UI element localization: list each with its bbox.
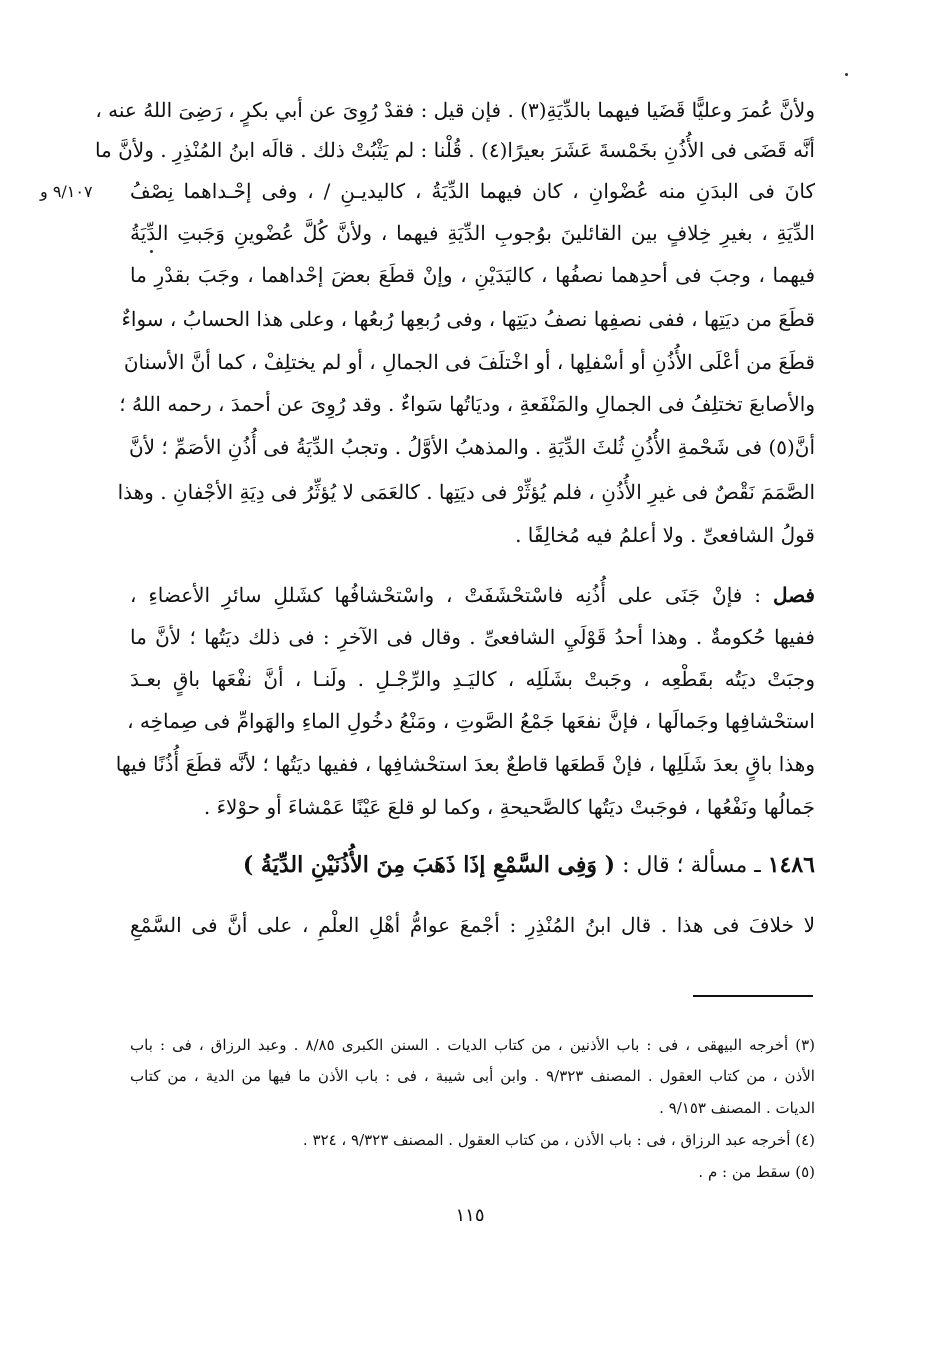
body-line-5: فيهما ، وجبَ فى أحدِهما نصفُها ، كاليَدَيْنِ ، وإنْ قطَعَ بعضَ إحْداهما ، وجَبَ بقدْرِ ما [130, 263, 815, 287]
fasl-label: فصل [772, 583, 815, 607]
fasl-line-1-text: : فإنْ جَنَى على أُذُنِه فاسْتحْشَفَتْ ، واسْتحْشافُها كشَللِ سائرِ الأعضاءِ ، [130, 583, 762, 607]
masala-line-1: لا خلافَ فى هذا . قال ابنُ المُنْذِرِ : أجْمعَ عوامُّ أهْلِ العلْمِ ، على أنَّ فى السَّمْعِ [130, 913, 815, 937]
scan-speck [150, 250, 153, 253]
fasl-line-6: جَمالُها ونَفْعُها ، فوجَبتْ ديَتُها كالصَّحيحةِ ، وكما لو قلعَ عَيْنًا عَمْشاءَ أو حوْلاءَ . [203, 795, 815, 819]
fasl-line-3: وجبَتْ ديَتُه بقَطْعِه ، وجَبتْ بشَلَلِه ، كاليَـدِ والرِّجْـلِ . ولَنـا ، أنَّ نفْعَها باقٍ بعـدَ [130, 667, 815, 691]
body-line-9: أنَّ(٥) فى شَحْمةِ الأُذُنِ ثُلثَ الدِّيَةِ . والمذهبُ الأوَّلُ . وتجبُ الدِّيَةُ فى أُذُنِ الأصَمِّ ؛ لأنَّ [128, 435, 815, 459]
page-number: ١١٥ [455, 1205, 485, 1226]
masala-number: ١٤٨٦ [767, 852, 815, 878]
masala-heading [130, 850, 815, 881]
body-line-3: كانَ فى البدَنِ منه عُضْوانِ ، كان فيهما الدِّيَةُ ، كاليديـنِ / ، وفى إحْـداهما نِصْفُ [130, 179, 815, 203]
body-line-2: أنَّه قَضَى فى الأُذُنِ بخَمْسةَ عَشَرَ بعيرًا(٤) . قُلْنا : لم يَثْبُتْ ذلك . قالَه ابنُ المُنْذِرِ . ولأنَّ ما [94, 138, 815, 162]
footnote-3-line-2: الأذن ، من كتاب العقول . المصنف ٩/٣٢٣ . وابن أبى شيبة ، فى : باب الأذن ما فيها من الدية ، من كتاب [130, 1067, 815, 1085]
body-line-1: ولأنَّ عُمرَ وعليًّا قَضَيا فيهما بالدِّيَةِ(٣) . فإن قيل : فقدْ رُوِىَ عن أبي بكرٍ ، رَضِىَ اللهُ عنه ، [95, 98, 815, 122]
fasl-line-1 [130, 580, 815, 610]
masala-dash: ـ [754, 853, 761, 878]
footnote-3-line-3: الديات . المصنف ٩/١٥٣ . [659, 1099, 815, 1117]
body-line-4: الدِّيَةِ ، بغيرِ خِلافٍ بين القائلينَ بوُجوبِ الدِّيَةِ فيهما ، ولأنَّ كُلَّ عُضْوينِ وَجَبتِ الدِّيَةُ [130, 221, 815, 245]
footnote-separator [693, 995, 813, 997]
masala-lead: مسألة ؛ قال : [622, 853, 748, 878]
body-line-6: قطَعَ من ديَتِها ، ففى نصفِها نصفُ ديَتِها ، وفى رُبعِها رُبعُها ، وعلى هذا الحسابُ ، سواءٌ [121, 307, 815, 331]
fasl-line-4: استحْشافِها وجَمالَها ، فإنَّ نفعَها جَمْعُ الصَّوتِ ، ومَنْعُ دخُولِ الماءِ والهَوامِّ فى صِماخِه ، [127, 709, 815, 733]
footnote-5: (٥) سقط من : م . [698, 1163, 815, 1181]
body-line-11: قولُ الشافعىِّ . ولا أعلمُ فيه مُخالِفًا . [515, 523, 815, 547]
fasl-line-2: ففيها حُكومةٌ . وهذا أحدُ قَوْلَيِ الشافعىِّ . وقال فى الآخرِ : فى ذلك ديَتُها ؛ لأنَّ ما [130, 625, 815, 649]
scan-speck [845, 73, 848, 76]
fasl-line-5: وهذا باقٍ بعدَ شَلَلِها ، فإنْ قَطعَها قاطعٌ بعدَ استحْشافِها ، ففيها ديَتُها ؛ لأنَّه قطَعَ أُذُنًا فيها [115, 752, 815, 776]
footnote-3-line-1: (٣) أخرجه البيهقى ، فى : باب الأذنين ، من كتاب الديات . السنن الكبرى ٨/٨٥ . وعبد الرزاق ، فى : باب [130, 1036, 815, 1054]
body-line-8: والأصابعَ تختلِفُ فى الجمالِ والمَنْفَعةِ ، وديَاتُها سَواءٌ . وقد رُوِىَ عن أحمدَ ، رحمه اللهُ ؛ [119, 392, 815, 416]
body-line-7: قطَعَ من أعْلَى الأُذُنِ أو أسْفلِها ، أو اخْتلَفَ فى الجمالِ ، أو لم يختلِفْ ، كما أنَّ الأسنانَ [123, 350, 815, 374]
masala-quote: ( وَفِى السَّمْعِ إذَا ذَهَبَ مِنَ الأُذُنَيْنِ الدِّيَةُ ) [242, 852, 616, 878]
body-line-10: الصَّمَمَ نَقْصٌ فى غيرِ الأُذُنِ ، فلم يُؤثِّرْ فى ديَتِها . كالعَمَى لا يُؤثِّرُ فى دِيَةِ الأجْفانِ . وهذا [117, 480, 815, 504]
footnote-4: (٤) أخرجه عبد الرزاق ، فى : باب الأذن ، من كتاب العقول . المصنف ٩/٣٢٣ ، ٣٢٤ . [302, 1131, 815, 1149]
margin-folio-reference: ٩/١٠٧ و [40, 182, 93, 201]
